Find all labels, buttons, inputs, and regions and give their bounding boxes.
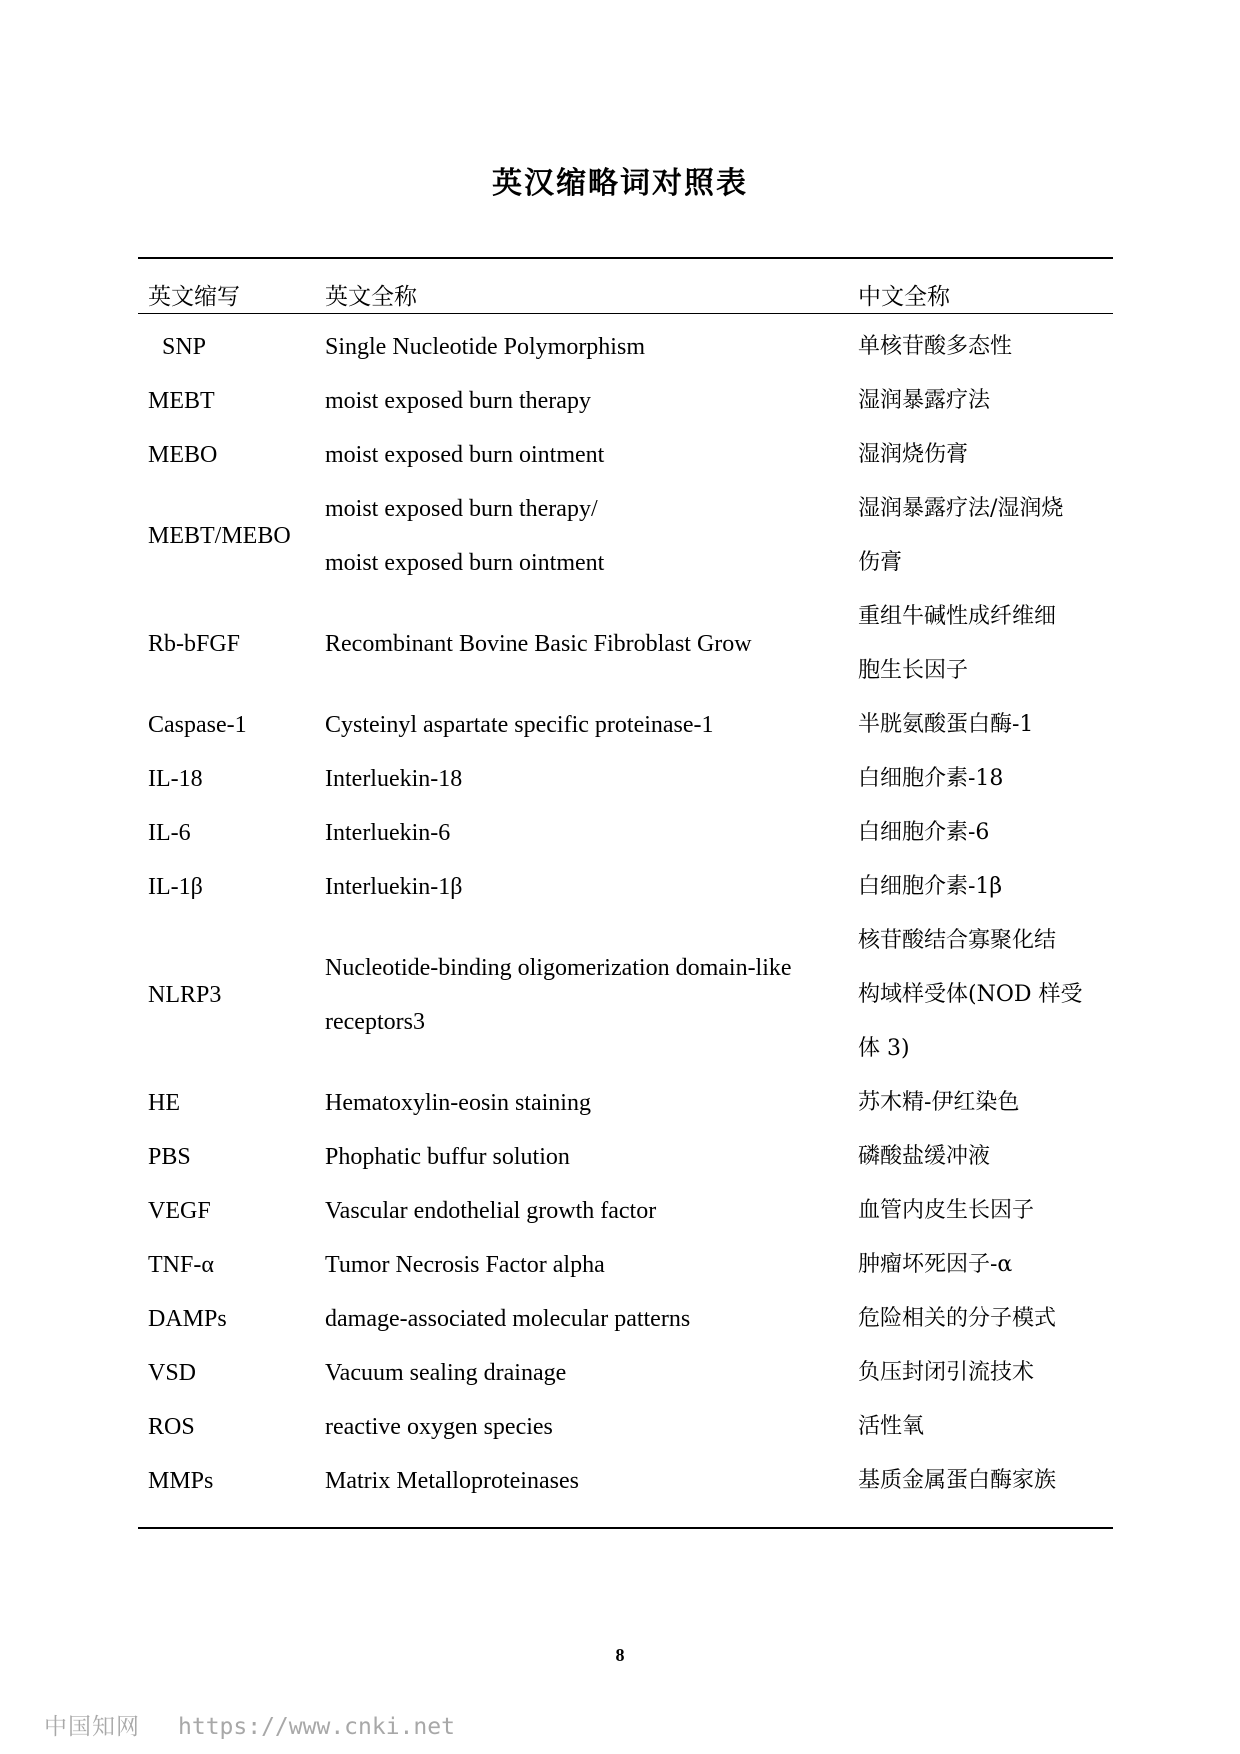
full-zh-line: 构域样受体(NOD 样受 bbox=[858, 982, 1083, 1007]
abbr-cell: NLRP3 bbox=[148, 982, 222, 1008]
abbr-cell: MEBT bbox=[148, 388, 215, 414]
abbr-cell: MMPs bbox=[148, 1468, 214, 1494]
full-en-cell bbox=[325, 1130, 570, 1184]
abbr-cell: Rb-bFGF bbox=[148, 631, 241, 657]
full-zh-line: 湿润暴露疗法/湿润烧 bbox=[858, 496, 1064, 521]
table-row bbox=[0, 590, 1240, 698]
table-row bbox=[0, 482, 1240, 590]
full-zh-line: 白细胞介素-6 bbox=[858, 820, 990, 845]
full-zh-cell bbox=[858, 1346, 1113, 1400]
header-full-zh: 中文全称 bbox=[858, 284, 950, 310]
full-zh-cell bbox=[858, 806, 1113, 860]
table-row bbox=[0, 914, 1240, 1076]
table-row bbox=[0, 860, 1240, 914]
full-en-line: Interluekin-1β bbox=[325, 874, 463, 900]
abbr-cell: PBS bbox=[148, 1144, 191, 1170]
full-zh-cell bbox=[858, 482, 1113, 590]
full-zh-line: 重组牛碱性成纤维细 bbox=[858, 604, 1057, 629]
abbr-cell: IL-18 bbox=[148, 766, 203, 792]
full-zh-line: 磷酸盐缓冲液 bbox=[858, 1144, 991, 1169]
full-zh-cell bbox=[858, 1184, 1113, 1238]
table-row bbox=[0, 1130, 1240, 1184]
full-en-line: reactive oxygen species bbox=[325, 1414, 553, 1440]
full-zh-cell bbox=[858, 860, 1113, 914]
full-en-line: Tumor Necrosis Factor alpha bbox=[325, 1252, 605, 1278]
full-en-line: Hematoxylin-eosin staining bbox=[325, 1090, 591, 1116]
full-en-cell bbox=[325, 374, 591, 428]
full-en-line: Vascular endothelial growth factor bbox=[325, 1198, 657, 1224]
full-zh-cell bbox=[858, 698, 1113, 752]
full-zh-cell bbox=[858, 1292, 1113, 1346]
full-zh-cell bbox=[858, 752, 1113, 806]
full-zh-line: 半胱氨酸蛋白酶-1 bbox=[858, 712, 1034, 737]
full-en-cell bbox=[325, 860, 463, 914]
table-row bbox=[0, 1184, 1240, 1238]
table-row bbox=[0, 1454, 1240, 1508]
abbr-cell: VEGF bbox=[148, 1198, 211, 1224]
full-en-cell bbox=[325, 617, 752, 671]
full-zh-cell bbox=[858, 1454, 1113, 1508]
table-row bbox=[0, 1076, 1240, 1130]
header-abbr: 英文缩写 bbox=[148, 284, 240, 310]
full-zh-cell bbox=[858, 374, 1113, 428]
abbr-cell: ROS bbox=[148, 1414, 195, 1440]
full-en-cell bbox=[325, 1184, 656, 1238]
full-en-line: Interluekin-18 bbox=[325, 766, 463, 792]
full-en-cell bbox=[325, 1076, 591, 1130]
full-zh-line: 白细胞介素-1β bbox=[858, 874, 1003, 899]
table-row bbox=[0, 320, 1240, 374]
table-row bbox=[0, 1238, 1240, 1292]
full-en-line: moist exposed burn therapy/ bbox=[325, 496, 598, 522]
abbr-cell: Caspase-1 bbox=[148, 712, 247, 738]
full-en-line: Matrix Metalloproteinases bbox=[325, 1468, 579, 1494]
abbr-cell: DAMPs bbox=[148, 1306, 227, 1332]
full-en-cell bbox=[325, 941, 792, 1049]
full-en-line: Recombinant Bovine Basic Fibroblast Grow bbox=[325, 631, 752, 657]
full-en-line: moist exposed burn therapy bbox=[325, 388, 591, 414]
full-en-cell bbox=[325, 806, 450, 860]
full-zh-cell bbox=[858, 320, 1113, 374]
table-row bbox=[0, 806, 1240, 860]
abbr-cell: IL-6 bbox=[148, 820, 191, 846]
table-row bbox=[0, 374, 1240, 428]
table-header-rule bbox=[138, 313, 1113, 314]
full-en-cell bbox=[325, 1292, 690, 1346]
abbr-cell: HE bbox=[148, 1090, 180, 1116]
full-zh-cell bbox=[858, 428, 1113, 482]
full-en-line: receptors3 bbox=[325, 1009, 425, 1035]
full-zh-line: 肿瘤坏死因子-α bbox=[858, 1252, 1013, 1277]
full-en-cell bbox=[325, 320, 645, 374]
full-en-line: Nucleotide-binding oligomerization domain-like bbox=[325, 955, 792, 981]
page-number: 8 bbox=[615, 1645, 625, 1665]
table-bottom-rule bbox=[138, 1527, 1113, 1529]
full-zh-line: 白细胞介素-18 bbox=[858, 766, 1004, 791]
abbr-cell: SNP bbox=[162, 334, 207, 360]
full-en-cell bbox=[325, 698, 714, 752]
full-en-line: Single Nucleotide Polymorphism bbox=[325, 334, 645, 360]
table-row bbox=[0, 1346, 1240, 1400]
abbr-cell: IL-1β bbox=[148, 874, 203, 900]
full-zh-line: 危险相关的分子模式 bbox=[858, 1306, 1057, 1331]
full-zh-line: 单核苷酸多态性 bbox=[858, 334, 1013, 359]
full-zh-cell bbox=[858, 1076, 1113, 1130]
abbr-cell: MEBT/MEBO bbox=[148, 523, 291, 549]
full-zh-line: 湿润烧伤膏 bbox=[858, 442, 969, 467]
full-zh-line: 核苷酸结合寡聚化结 bbox=[858, 928, 1057, 953]
full-en-line: moist exposed burn ointment bbox=[325, 550, 605, 576]
full-en-line: Cysteinyl aspartate specific proteinase-1 bbox=[325, 712, 714, 738]
full-en-cell bbox=[325, 1238, 605, 1292]
abbr-cell: VSD bbox=[148, 1360, 197, 1386]
full-zh-line: 负压封闭引流技术 bbox=[858, 1360, 1035, 1385]
full-zh-cell bbox=[858, 914, 1113, 1076]
abbr-cell: MEBO bbox=[148, 442, 218, 468]
page-title: 英汉缩略词对照表 bbox=[492, 166, 748, 201]
full-en-cell bbox=[325, 1346, 566, 1400]
full-zh-cell bbox=[858, 1238, 1113, 1292]
full-zh-cell bbox=[858, 1130, 1113, 1184]
full-zh-line: 苏木精-伊红染色 bbox=[858, 1090, 1020, 1115]
table-row bbox=[0, 1292, 1240, 1346]
full-zh-line: 基质金属蛋白酶家族 bbox=[858, 1468, 1057, 1493]
full-en-line: Phophatic buffur solution bbox=[325, 1144, 570, 1170]
table-row bbox=[0, 698, 1240, 752]
watermark-url: https://www.cnki.net bbox=[178, 1714, 455, 1740]
full-zh-line: 伤膏 bbox=[858, 550, 903, 575]
full-zh-line: 体 3) bbox=[858, 1036, 910, 1061]
full-zh-line: 血管内皮生长因子 bbox=[858, 1198, 1035, 1223]
table-top-rule bbox=[138, 257, 1113, 259]
full-en-cell bbox=[325, 428, 604, 482]
watermark-brand: 中国知网 bbox=[44, 1714, 140, 1740]
full-en-line: moist exposed burn ointment bbox=[325, 442, 605, 468]
full-en-cell bbox=[325, 752, 462, 806]
full-zh-line: 胞生长因子 bbox=[858, 658, 969, 683]
full-en-cell bbox=[325, 1400, 553, 1454]
watermark bbox=[44, 1708, 455, 1741]
abbr-cell: TNF-α bbox=[148, 1252, 214, 1278]
full-zh-line: 湿润暴露疗法 bbox=[858, 388, 991, 413]
full-zh-cell bbox=[858, 1400, 1113, 1454]
full-zh-line: 活性氧 bbox=[858, 1414, 925, 1439]
full-en-line: Vacuum sealing drainage bbox=[325, 1360, 567, 1386]
full-zh-cell bbox=[858, 590, 1113, 698]
full-en-cell bbox=[325, 1454, 579, 1508]
full-en-line: Interluekin-6 bbox=[325, 820, 451, 846]
table-row bbox=[0, 428, 1240, 482]
table-row bbox=[0, 752, 1240, 806]
full-en-line: damage-associated molecular patterns bbox=[325, 1306, 691, 1332]
header-full-en: 英文全称 bbox=[325, 284, 417, 310]
full-en-cell bbox=[325, 482, 604, 590]
table-row bbox=[0, 1400, 1240, 1454]
